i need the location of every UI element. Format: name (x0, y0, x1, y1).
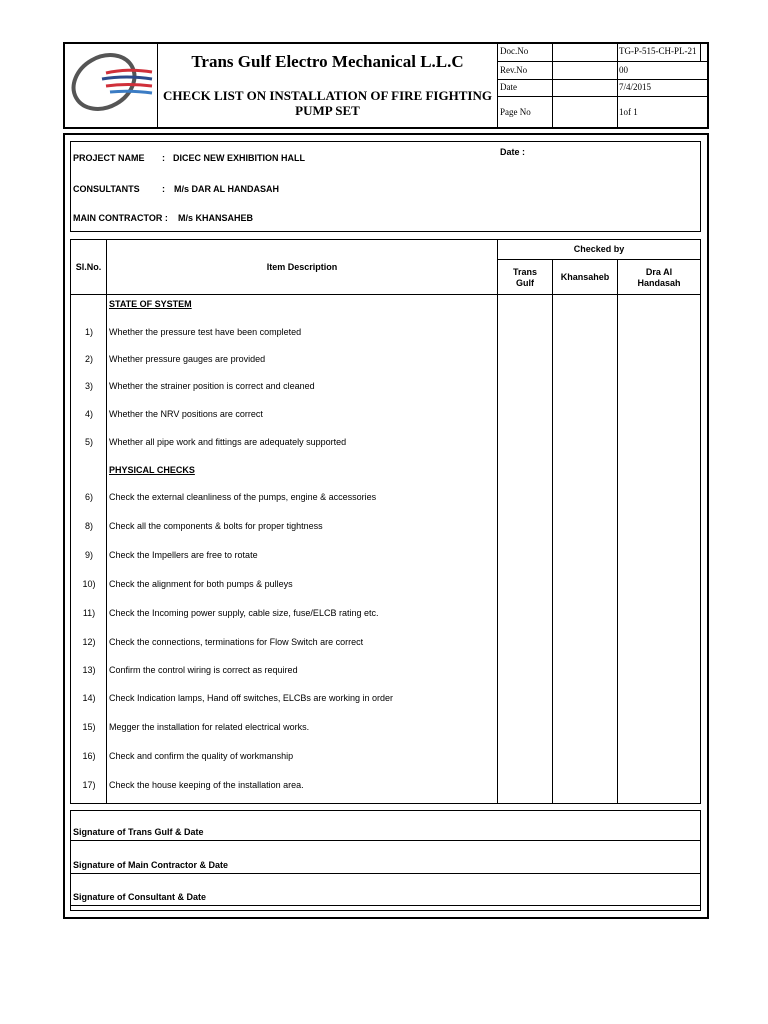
consultants-value: M/s DAR AL HANDASAH (174, 184, 280, 194)
signature-trans-gulf: Signature of Trans Gulf & Date (73, 827, 204, 837)
row-15-desc: Megger the installation for related electrical works. (109, 722, 310, 732)
row-17-desc: Check the house keeping of the installation area. (109, 780, 304, 790)
row-6-no: 6) (84, 492, 93, 502)
company-name: Trans Gulf Electro Mechanical L.L.C (191, 52, 464, 71)
main-contractor-label: MAIN CONTRACTOR : (73, 213, 168, 223)
row-2-desc: Whether pressure gauges are provided (109, 354, 266, 364)
row-13-desc: Confirm the control wiring is correct as required (109, 665, 298, 675)
row-4-desc: Whether the NRV positions are correct (109, 409, 263, 419)
row-9-desc: Check the Impellers are free to rotate (109, 550, 258, 560)
row-10-no: 10) (82, 579, 96, 589)
col-checked-by: Checked by (573, 244, 625, 254)
main-contractor-value: M/s KHANSAHEB (178, 213, 254, 223)
date-label: Date (500, 82, 517, 92)
signature-main-contractor: Signature of Main Contractor & Date (73, 860, 229, 870)
row-9-no: 9) (84, 550, 93, 560)
page-no-label: Page No (500, 107, 531, 117)
rev-no-value: 00 (619, 65, 628, 75)
doc-no-value: TG-P-515-CH-PL-21 (619, 46, 697, 56)
row-2-no: 2) (84, 354, 93, 364)
date-value: 7/4/2015 (619, 82, 652, 92)
project-name-value: DICEC NEW EXHIBITION HALL (173, 153, 305, 163)
row-5-no: 5) (84, 437, 93, 447)
col-trans-gulf-line2: Gulf (516, 278, 534, 288)
company-logo (66, 48, 154, 116)
col-dar-line2: Handasah (637, 278, 681, 288)
doc-no-label: Doc.No (500, 46, 529, 56)
consultants-label: CONSULTANTS (73, 184, 140, 194)
col-khansaheb: Khansaheb (560, 272, 610, 282)
project-date-label: Date : (500, 147, 526, 157)
checklist-title-line1: CHECK LIST ON INSTALLATION OF FIRE FIGHTING (163, 88, 492, 103)
row-8-desc: Check all the components & bolts for proper tightness (109, 521, 323, 531)
col-trans-gulf-line1: Trans (512, 267, 537, 277)
row-16-no: 16) (82, 751, 96, 761)
row-1-no: 1) (84, 327, 93, 337)
row-17-no: 17) (82, 780, 96, 790)
page-no-value: 1of 1 (619, 107, 638, 117)
row-3-no: 3) (84, 381, 93, 391)
col-sl-no: Sl.No. (75, 262, 102, 272)
row-11-no: 11) (82, 608, 96, 618)
col-item-description: Item Description (266, 262, 338, 272)
row-14-desc: Check Indication lamps, Hand off switches, ELCBs are working in order (109, 693, 393, 703)
row-3-desc: Whether the strainer position is correct and cleaned (109, 381, 315, 391)
col-dar-line1: Dra Al (645, 267, 673, 277)
row-14-no: 14) (82, 693, 96, 703)
section-state-of-system: STATE OF SYSTEM (109, 299, 192, 309)
row-6-desc: Check the external cleanliness of the pumps, engine & accessories (109, 492, 377, 502)
row-13-no: 13) (82, 665, 96, 675)
row-12-no: 12) (82, 637, 96, 647)
consultants-colon: : (162, 184, 165, 194)
row-4-no: 4) (84, 409, 93, 419)
row-10-desc: Check the alignment for both pumps & pulleys (109, 579, 293, 589)
row-12-desc: Check the connections, terminations for Flow Switch are correct (109, 637, 364, 647)
project-name-label: PROJECT NAME (73, 153, 145, 163)
row-1-desc: Whether the pressure test have been completed (109, 327, 302, 337)
rev-no-label: Rev.No (500, 65, 528, 75)
signature-consultant: Signature of Consultant & Date (73, 892, 207, 902)
project-name-colon: : (162, 153, 165, 163)
row-5-desc: Whether all pipe work and fittings are adequately supported (109, 437, 347, 447)
row-11-desc: Check the Incoming power supply, cable size, fuse/ELCB rating etc. (109, 608, 379, 618)
row-8-no: 8) (84, 521, 93, 531)
section-physical-checks: PHYSICAL CHECKS (109, 465, 195, 475)
row-15-no: 15) (82, 722, 96, 732)
row-16-desc: Check and confirm the quality of workmanship (109, 751, 294, 761)
checklist-title-line2: PUMP SET (295, 103, 360, 118)
